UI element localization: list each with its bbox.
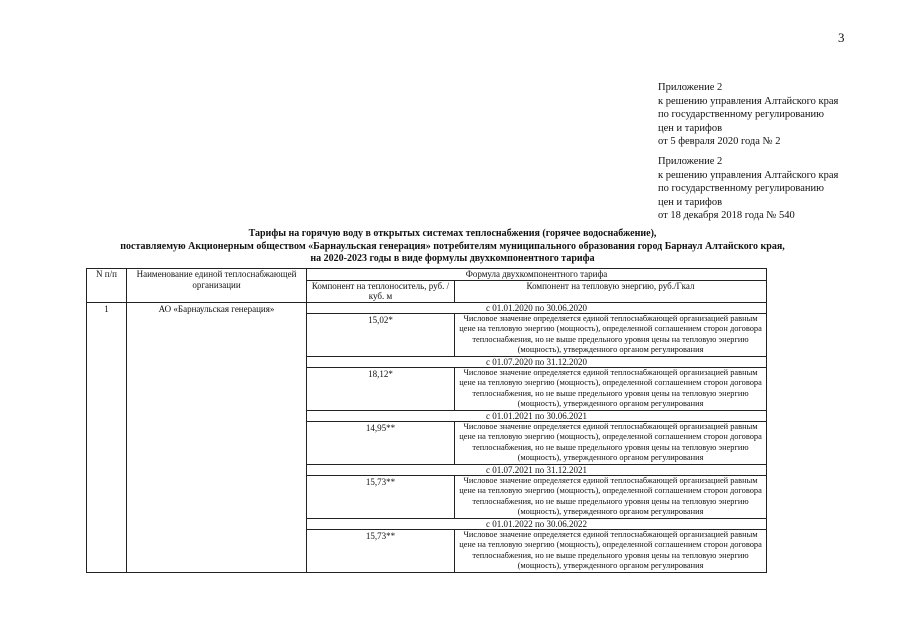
title-line-2: поставляемую Акционерным обществом «Барнаульская генерация» потребителям муниципального образования город Барнаул Алтайского края, (120, 240, 785, 252)
rate-value: 15,73** (307, 475, 455, 518)
header-num: N п/п (87, 269, 127, 303)
energy-description: Числовое значение определяется единой теплоснабжающей организацией равным цене на тепловую энергию (мощность), определенной соглашением сторон договора теплоснабжения, но не выше предельного уровня цены на тепловую энергию (мощность), утвержденного органом регулирования (455, 421, 767, 464)
appendix-line: от 5 февраля 2020 года № 2 (658, 136, 781, 147)
energy-description: Числовое значение определяется единой теплоснабжающей организацией равным цене на тепловую энергию (мощность), определенной соглашением сторон договора теплоснабжения, но не выше предельного уровня цены на тепловую энергию (мощность), утвержденного органом регулирования (455, 313, 767, 356)
period-label: с 01.07.2021 по 31.12.2021 (307, 464, 767, 475)
period-label: с 01.01.2020 по 30.06.2020 (307, 302, 767, 313)
appendix-line: к решению управления Алтайского края (658, 169, 839, 181)
appendix-line: Приложение 2 (658, 82, 723, 93)
rate-value: 14,95** (307, 421, 455, 464)
appendix-line: от 18 декабря 2018 года № 540 (658, 210, 795, 221)
header-rate-component: Компонент на теплоноситель, руб. /куб. м (307, 280, 455, 302)
energy-description: Числовое значение определяется единой теплоснабжающей организацией равным цене на тепловую энергию (мощность), определенной соглашением сторон договора теплоснабжения, но не выше предельного уровня цены на тепловую энергию (мощность), утвержденного органом регулирования (455, 475, 767, 518)
page-number: 3 (838, 30, 845, 45)
appendix-line: цен и тарифов (658, 122, 723, 134)
header-formula: Формула двухкомпонентного тарифа (307, 269, 767, 281)
rate-value: 15,73** (307, 529, 455, 572)
appendix-line: по государственному регулированию (658, 109, 824, 120)
energy-description: Числовое значение определяется единой теплоснабжающей организацией равным цене на тепловую энергию (мощность), определенной соглашением сторон договора теплоснабжения, но не выше предельного уровня цены на тепловую энергию (мощность), утвержденного органом регулирования (455, 367, 767, 410)
organization-name: АО «Барнаульская генерация» (127, 302, 307, 572)
row-number: 1 (87, 302, 127, 572)
appendix-current (658, 81, 838, 149)
period-row (87, 302, 767, 313)
appendix-line: по государственному регулированию (658, 183, 824, 194)
appendix-line: к решению управления Алтайского края (658, 95, 839, 107)
header-energy-component: Компонент на тепловую энергию, руб./Гкал (455, 280, 767, 302)
period-label: с 01.07.2020 по 31.12.2020 (307, 356, 767, 367)
period-label: с 01.01.2021 по 30.06.2021 (307, 410, 767, 421)
document-title (80, 228, 825, 266)
energy-description: Числовое значение определяется единой теплоснабжающей организацией равным цене на тепловую энергию (мощность), определенной соглашением сторон договора теплоснабжения, но не выше предельного уровня цены на тепловую энергию (мощность), утвержденного органом регулирования (455, 529, 767, 572)
rate-value: 15,02* (307, 313, 455, 356)
title-line-3: на 2020-2023 годы в виде формулы двухкомпонентного тарифа (310, 253, 595, 264)
appendix-line: цен и тарифов (658, 196, 723, 208)
header-name: Наименование единой теплоснабжающей организации (127, 269, 307, 303)
appendix-original (658, 155, 838, 223)
title-line-1: Тарифы на горячую воду в открытых системах теплоснабжения (горячее водоснабжение), (248, 228, 657, 239)
period-label: с 01.01.2022 по 30.06.2022 (307, 518, 767, 529)
appendix-line: Приложение 2 (658, 156, 723, 167)
rate-value: 18,12* (307, 367, 455, 410)
tariff-table (86, 268, 767, 573)
